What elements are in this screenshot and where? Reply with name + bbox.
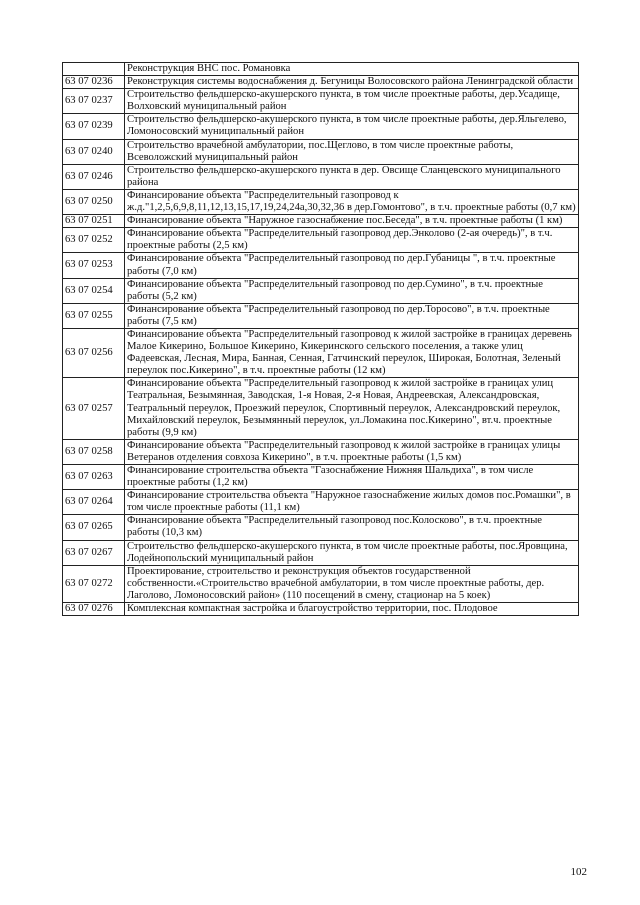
table-row <box>63 164 579 189</box>
table-row <box>63 490 579 515</box>
row-description: Реконструкция ВНС пос. Романовка <box>125 63 579 76</box>
row-description: Финансирование объекта "Распределительный газопровод к ж.д."1,2,5,6,9,8,11,12,13,15,17,19,24,24а,30,32,36 в дер.Гомонтово", в т.ч. проектные работы (0,7 км) <box>125 189 579 214</box>
row-code: 63 07 0251 <box>63 215 125 228</box>
table-row <box>63 63 579 76</box>
row-description: Строительство врачебной амбулатории, пос.Щеглово, в том числе проектные работы, Всеволожский муниципальный район <box>125 139 579 164</box>
row-description: Проектирование, строительство и реконструкция объектов государственной собственности.«Строительство врачебной амбулатории, в том числе проектные работы, дер. Лаголово, Ломоносовский район» (110 посещений в смену, стационар на 5 коек) <box>125 565 579 602</box>
table-body <box>63 63 579 616</box>
table-row <box>63 114 579 139</box>
row-code: 63 07 0258 <box>63 439 125 464</box>
table-row <box>63 278 579 303</box>
row-code: 63 07 0246 <box>63 164 125 189</box>
row-description: Комплексная компактная застройка и благоустройство территории, пос. Плодовое <box>125 603 579 616</box>
row-code: 63 07 0252 <box>63 228 125 253</box>
table-row <box>63 89 579 114</box>
table-row <box>63 378 579 439</box>
row-code: 63 07 0254 <box>63 278 125 303</box>
row-description: Строительство фельдшерско-акушерского пункта в дер. Овсище Сланцевского муниципального района <box>125 164 579 189</box>
table-row <box>63 139 579 164</box>
row-code <box>63 63 125 76</box>
row-code: 63 07 0239 <box>63 114 125 139</box>
row-description: Финансирование объекта "Распределительный газопровод по дер.Сумино", в т.ч. проектные работы (5,2 км) <box>125 278 579 303</box>
table-row <box>63 303 579 328</box>
row-description: Финансирование объекта "Распределительный газопровод к жилой застройке в границах улицы Ветеранов отделения совхоза Кикерино", в т.ч. проектные работы (1,5 км) <box>125 439 579 464</box>
row-code: 63 07 0265 <box>63 515 125 540</box>
row-code: 63 07 0267 <box>63 540 125 565</box>
row-description: Строительство фельдшерско-акушерского пункта, в том числе проектные работы, дер.Усадище, Волховский муниципальный район <box>125 89 579 114</box>
row-description: Реконструкция системы водоснабжения д. Бегуницы Волосовского района Ленинградской области <box>125 76 579 89</box>
table-row <box>63 189 579 214</box>
row-description: Финансирование объекта "Распределительный газопровод пос.Колосково", в т.ч. проектные работы (10,3 км) <box>125 515 579 540</box>
row-description: Финансирование строительства объекта "Наружное газоснабжение жилых домов пос.Ромашки", в том числе проектные работы (11,1 км) <box>125 490 579 515</box>
page-number: 102 <box>570 866 587 878</box>
row-code: 63 07 0256 <box>63 328 125 377</box>
table-row <box>63 76 579 89</box>
row-code: 63 07 0237 <box>63 89 125 114</box>
row-description: Финансирование строительства объекта "Газоснабжение Нижняя Шальдиха", в том числе проектные работы (1,2 км) <box>125 465 579 490</box>
row-description: Строительство фельдшерско-акушерского пункта, в том числе проектные работы, пос.Яровщина, Лодейнопольский муниципальный район <box>125 540 579 565</box>
row-description: Финансирование объекта "Распределительный газопровод по дер.Торосово", в т.ч. проектные работы (7,5 км) <box>125 303 579 328</box>
row-code: 63 07 0257 <box>63 378 125 439</box>
row-code: 63 07 0264 <box>63 490 125 515</box>
row-code: 63 07 0240 <box>63 139 125 164</box>
table-row <box>63 328 579 377</box>
table-row <box>63 465 579 490</box>
row-description: Финансирование объекта "Распределительный газопровод по дер.Губаницы ", в т.ч. проектные работы (7,0 км) <box>125 253 579 278</box>
row-code: 63 07 0255 <box>63 303 125 328</box>
row-description: Строительство фельдшерско-акушерского пункта, в том числе проектные работы, дер.Яльгелево, Ломоносовский муниципальный район <box>125 114 579 139</box>
budget-codes-table <box>62 62 579 616</box>
table-row <box>63 215 579 228</box>
row-code: 63 07 0236 <box>63 76 125 89</box>
row-code: 63 07 0272 <box>63 565 125 602</box>
row-description: Финансирование объекта "Распределительный газопровод дер.Энколово (2-ая очередь)", в т.ч. проектные работы (2,5 км) <box>125 228 579 253</box>
row-code: 63 07 0253 <box>63 253 125 278</box>
table-row <box>63 565 579 602</box>
table-row <box>63 228 579 253</box>
table-row <box>63 439 579 464</box>
row-description: Финансирование объекта "Распределительный газопровод к жилой застройке в границах улиц Театральная, Безымянная, Заводская, 1-я Новая, 2-я Новая, Андреевская, Александровская, Театральный переулок, Проезжий переулок, Спортивный переулок, Александровский переулок, Михайловский переулок, Безымянный переулок, ул.Ломакина пос.Кикерино", вт.ч. проектные работы (9,9 км) <box>125 378 579 439</box>
table-row <box>63 540 579 565</box>
table-row <box>63 515 579 540</box>
row-code: 63 07 0276 <box>63 603 125 616</box>
row-code: 63 07 0250 <box>63 189 125 214</box>
row-description: Финансирование объекта "Распределительный газопровод к жилой застройке в границах деревень Малое Кикерино, Большое Кикерино, Кикеринского сельского поселения, а также улиц Фадеевская, Лесная, Мира, Банная, Сенная, Гатчинский переулок, Широкая, Болотная, Зеленый переулок пос.Кикерино", в т.ч. проектные работы (12 км) <box>125 328 579 377</box>
row-code: 63 07 0263 <box>63 465 125 490</box>
table-row <box>63 603 579 616</box>
table-row <box>63 253 579 278</box>
row-description: Финансирование объекта "Наружное газоснабжение пос.Беседа", в т.ч. проектные работы (1 км) <box>125 215 579 228</box>
